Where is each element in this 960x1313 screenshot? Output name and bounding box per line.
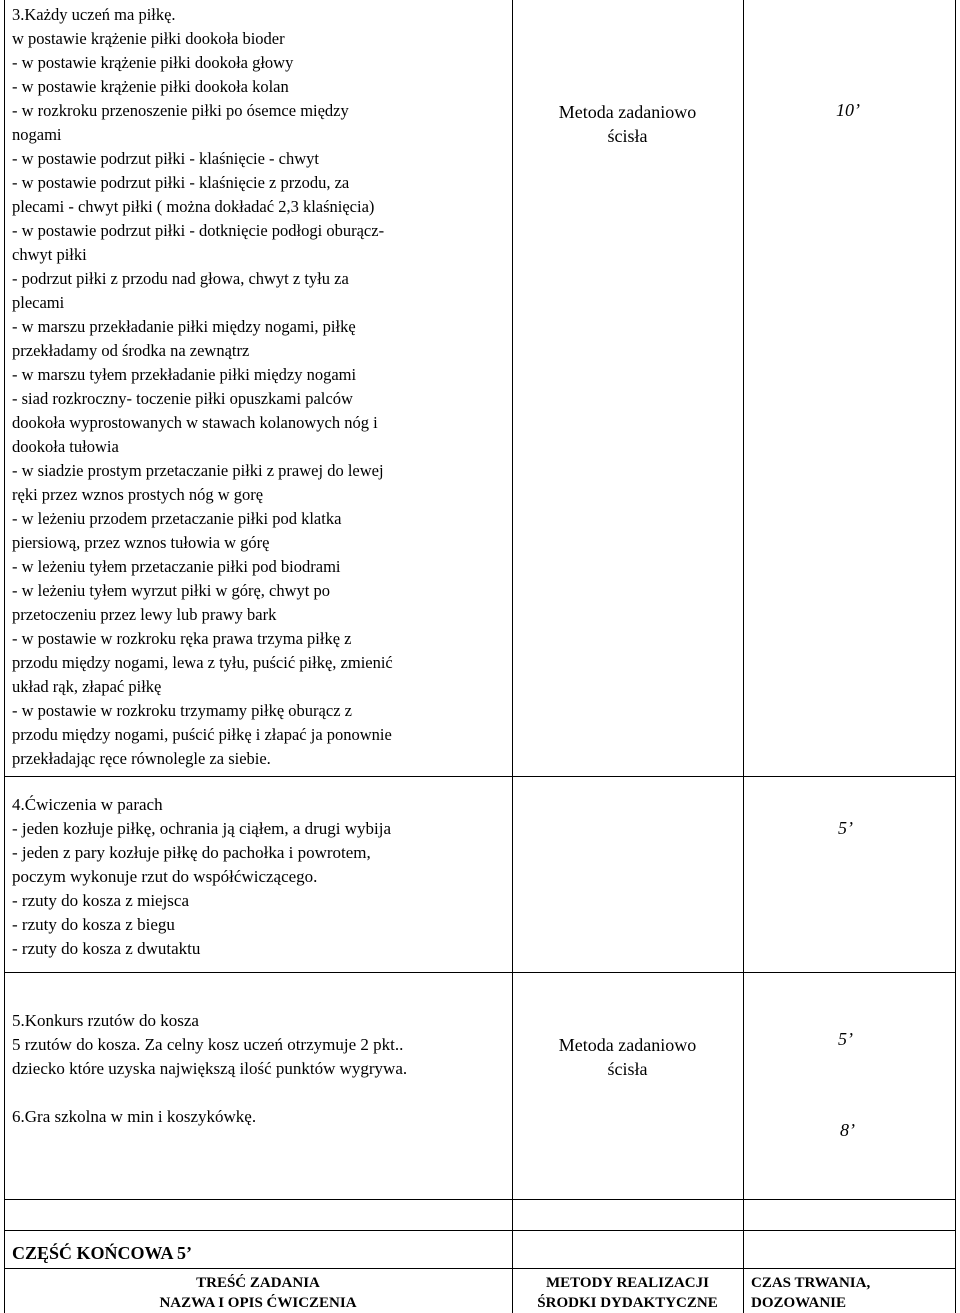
exercise-3-content [12, 3, 508, 771]
exercise-6-time: 8’ [840, 1120, 855, 1140]
exercise-line: - w leżeniu tyłem przetaczanie piłki pod biodrami [12, 557, 341, 576]
exercise-4-content [12, 793, 508, 961]
table-divider-col1 [512, 0, 513, 1313]
method-line-1: Metoda zadaniowo [558, 102, 697, 122]
exercise-line: przekładamy od środka na zewnątrz [12, 341, 250, 360]
exercise-line: - w siadzie prostym przetaczanie piłki z prawej do lewej [12, 461, 384, 480]
row-divider-final [4, 1230, 956, 1231]
exercise-line: ręki przez wznos prostych nóg w gorę [12, 485, 264, 504]
exercise-line: - rzuty do kosza z miejsca [12, 891, 190, 910]
row-divider-ex4 [4, 972, 956, 973]
exercise-line: - w postawie krążenie piłki dookoła głowy [12, 53, 294, 72]
exercise-line: - w postawie w rozkroku trzymamy piłkę oburącz z [12, 701, 352, 720]
header-duration [743, 1273, 955, 1313]
exercise-5-content [12, 1009, 508, 1081]
exercise-line: chwyt piłki [12, 245, 87, 264]
exercise-line: nogami [12, 125, 62, 144]
table-border-right [955, 0, 956, 1313]
exercise-line: piersiową, przez wznos tułowia w górę [12, 533, 270, 552]
header-col3-line1: CZAS TRWANIA, [751, 1275, 871, 1291]
exercise-4-time: 5’ [838, 818, 853, 838]
exercise-line: - jeden z pary kozłuje piłkę do pachołka i powrotem, [12, 843, 371, 862]
exercise-line: - w marszu tyłem przekładanie piłki między nogami [12, 365, 357, 384]
exercise-line: - siad rozkroczny- toczenie piłki opuszkami palców [12, 389, 353, 408]
table-divider-col2 [743, 0, 744, 1313]
method-line-2: ścisła [607, 1059, 648, 1079]
exercise-6-line: 6.Gra szkolna w min i koszykówkę. [12, 1107, 257, 1126]
exercise-line: plecami - chwyt piłki ( można dokładać 2,3 klaśnięcia) [12, 197, 375, 216]
final-section-title: CZĘŚĆ KOŃCOWA 5’ [12, 1243, 193, 1263]
table-border-left [4, 0, 5, 1313]
exercise-3-method [512, 100, 743, 148]
exercise-line: - w leżeniu przodem przetaczanie piłki pod klatka [12, 509, 342, 528]
exercise-line: - w leżeniu tyłem wyrzut piłki w górę, chwyt po [12, 581, 331, 600]
exercise-line: przodu między nogami, lewa z tyłu, puścić piłkę, zmienić [12, 653, 393, 672]
header-task-content [4, 1273, 512, 1313]
header-col1-line1: TREŚĆ ZADANIA [196, 1275, 320, 1291]
exercise-line: dziecko które uzyska największą ilość punktów wygrywa. [12, 1059, 408, 1078]
exercise-line: - w postawie podrzut piłki - klaśnięcie - chwyt [12, 149, 319, 168]
exercise-line: - w postawie podrzut piłki - klaśnięcie z przodu, za [12, 173, 350, 192]
header-row-top [4, 1268, 956, 1269]
exercise-line: plecami [12, 293, 65, 312]
exercise-5-time: 5’ [838, 1029, 853, 1049]
row-divider-ex3 [4, 776, 956, 777]
exercise-line: - w postawie w rozkroku ręka prawa trzyma piłkę z [12, 629, 352, 648]
header-col2-line2: ŚRODKI DYDAKTYCZNE [537, 1295, 718, 1311]
exercise-line: 3.Każdy uczeń ma piłkę. [12, 5, 176, 24]
exercise-line: przetoczeniu przez lewy lub prawy bark [12, 605, 277, 624]
exercise-line: - w rozkroku przenoszenie piłki po ósemce między [12, 101, 349, 120]
exercise-line: poczym wykonuje rzut do współćwiczącego. [12, 867, 318, 886]
header-col1-line2: NAZWA I OPIS ĆWICZENIA [159, 1295, 357, 1311]
exercise-line: - rzuty do kosza z dwutaktu [12, 939, 201, 958]
exercise-5-method [512, 1033, 743, 1081]
exercise-line: przodu między nogami, puścić piłkę i złapać ja ponownie [12, 725, 392, 744]
header-methods [512, 1273, 743, 1313]
exercise-line: 5.Konkurs rzutów do kosza [12, 1011, 199, 1030]
header-col3-line2: DOZOWANIE [751, 1295, 847, 1311]
exercise-line: dookoła wyprostowanych w stawach kolanowych nóg i [12, 413, 378, 432]
exercise-line: - w postawie podrzut piłki - dotknięcie podłogi oburącz- [12, 221, 385, 240]
exercise-line: przekładając ręce równolegle za siebie. [12, 749, 271, 768]
exercise-line: - podrzut piłki z przodu nad głowa, chwyt z tyłu za [12, 269, 349, 288]
exercise-6-content [12, 1105, 508, 1129]
header-col2-line1: METODY REALIZACJI [546, 1275, 709, 1291]
exercise-line: - w postawie krążenie piłki dookoła kolan [12, 77, 289, 96]
exercise-line: 5 rzutów do kosza. Za celny kosz uczeń otrzymuje 2 pkt.. [12, 1035, 404, 1054]
exercise-line: dookoła tułowia [12, 437, 119, 456]
exercise-line: 4.Ćwiczenia w parach [12, 795, 163, 814]
method-line-2: ścisła [607, 126, 648, 146]
exercise-line: układ rąk, złapać piłkę [12, 677, 162, 696]
exercise-line: - jeden kozłuje piłkę, ochrania ją ciąłem, a drugi wybija [12, 819, 392, 838]
exercise-line: w postawie krążenie piłki dookoła bioder [12, 29, 285, 48]
method-line-1: Metoda zadaniowo [558, 1035, 697, 1055]
exercise-3-time: 10’ [836, 100, 860, 120]
exercise-line: - w marszu przekładanie piłki między nogami, piłkę [12, 317, 356, 336]
row-divider-ex6 [4, 1199, 956, 1200]
exercise-line: - rzuty do kosza z biegu [12, 915, 175, 934]
